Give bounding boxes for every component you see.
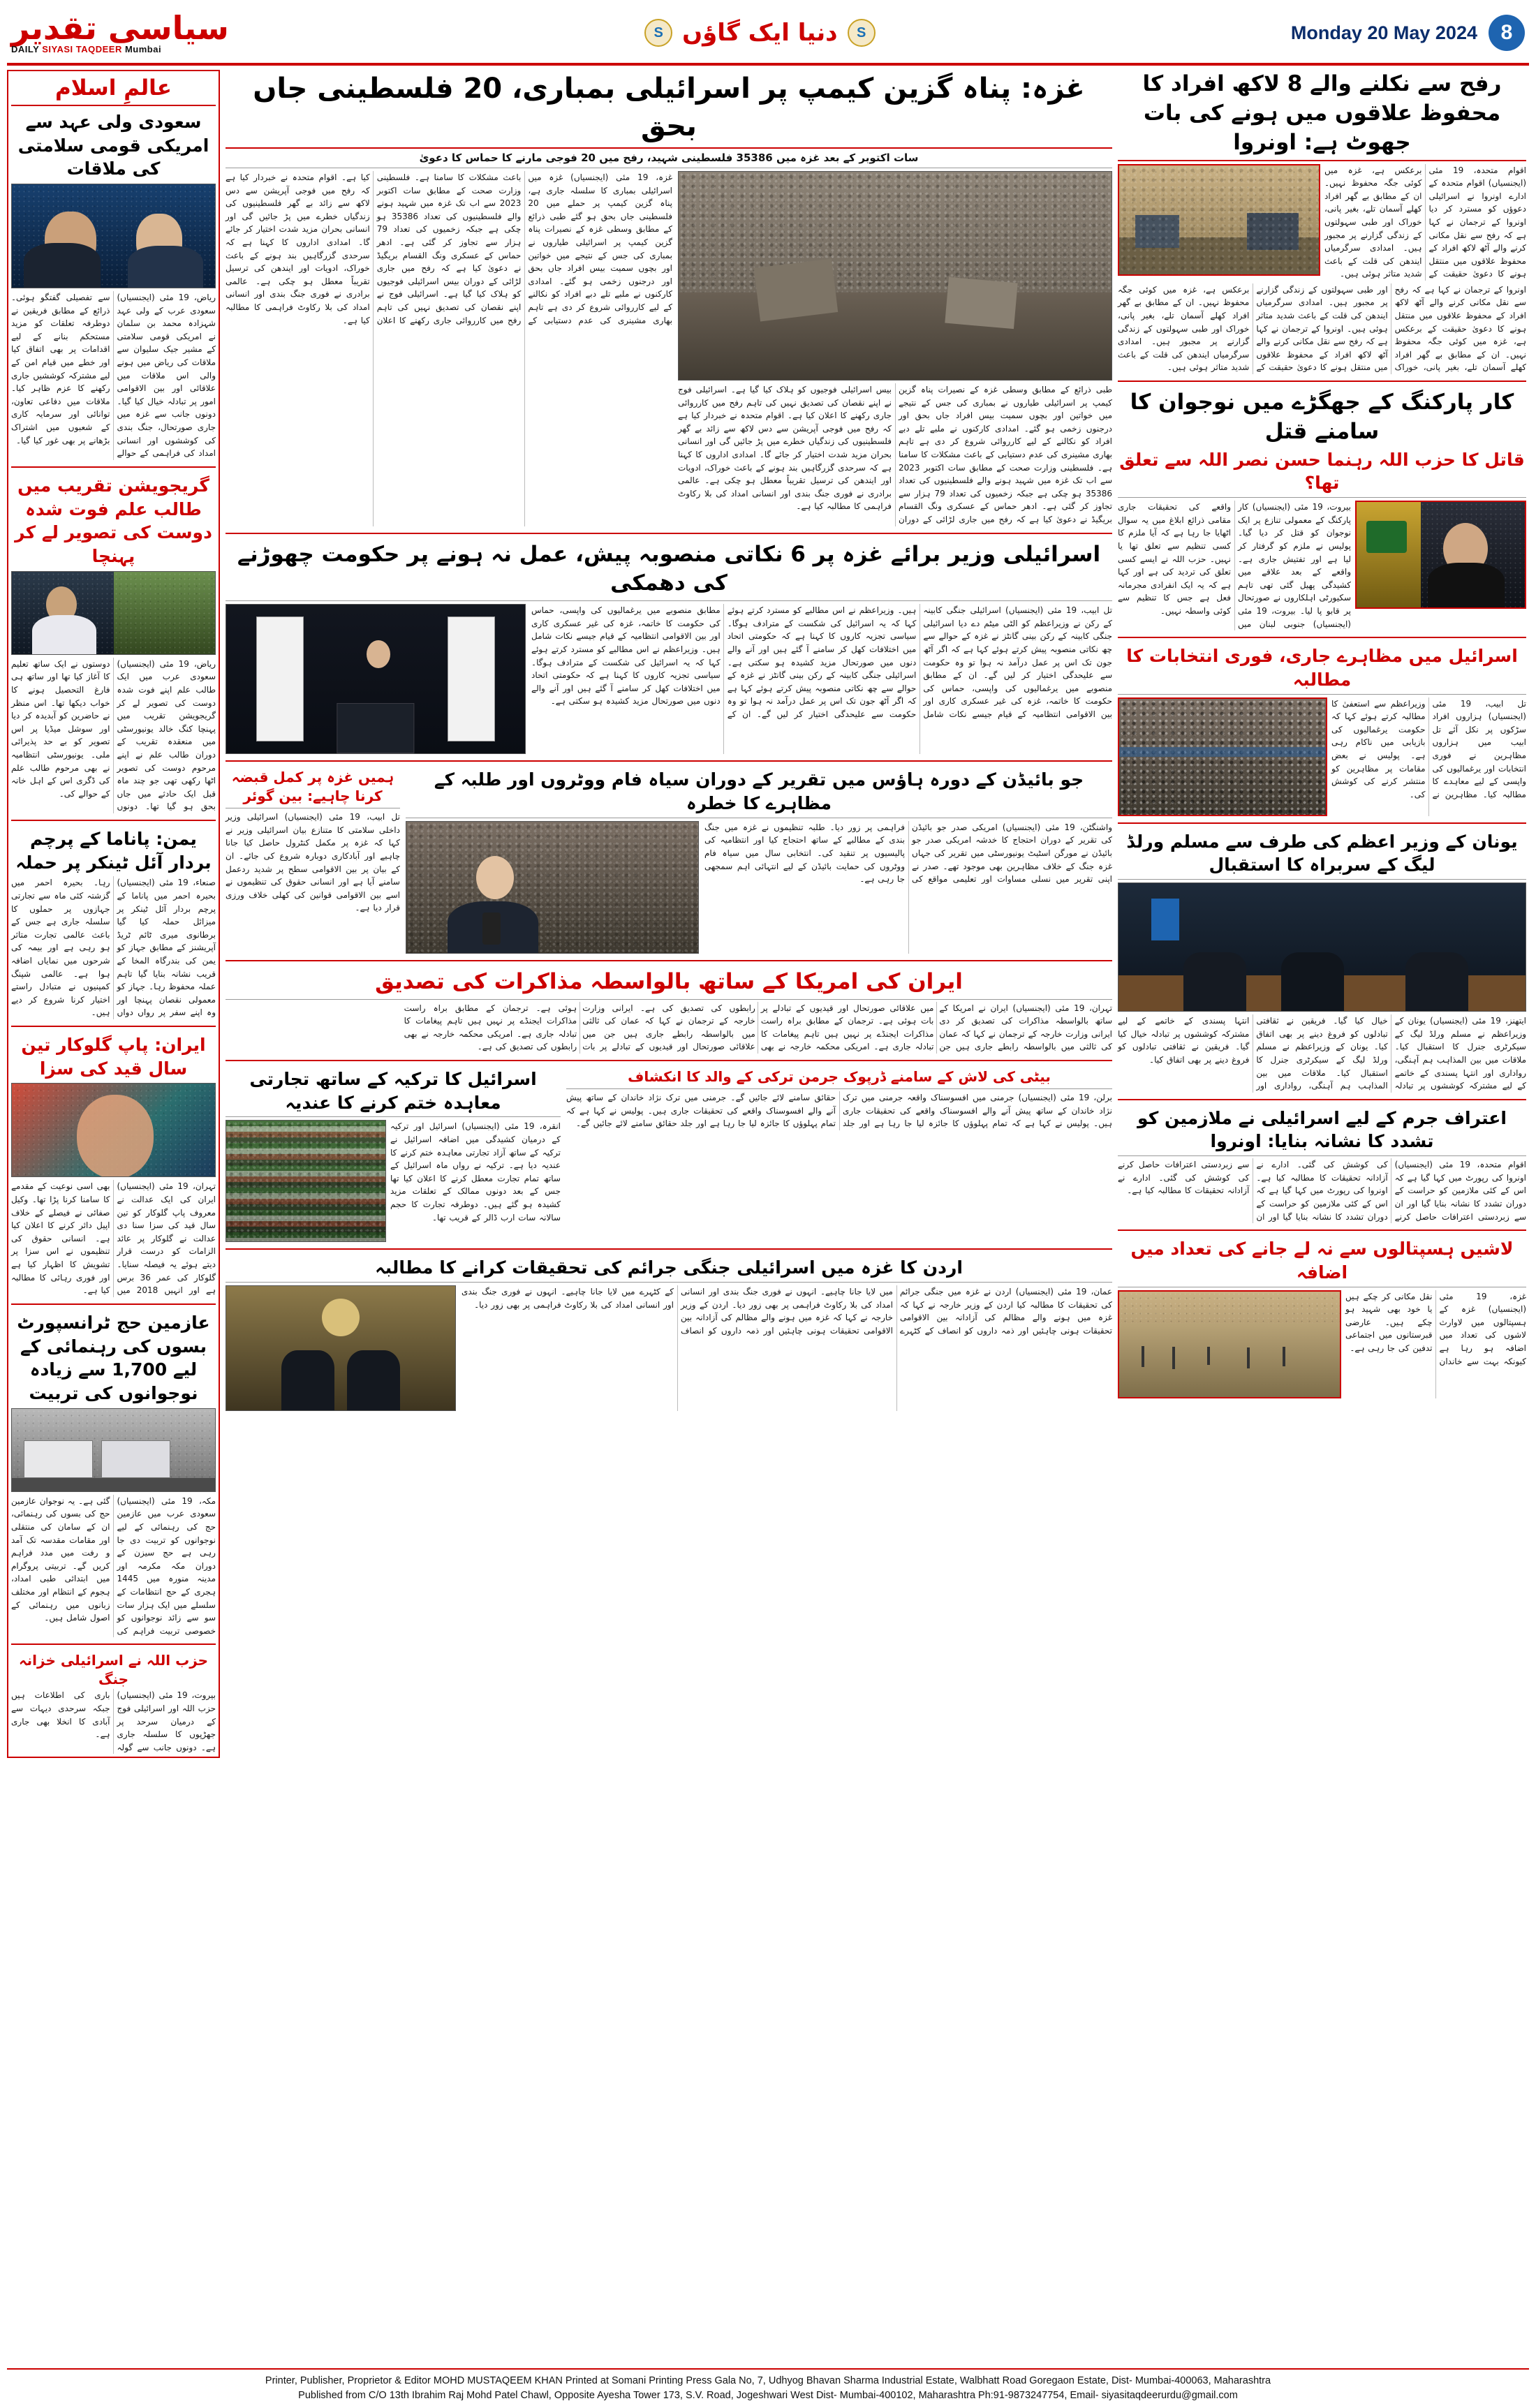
row-turkey-germany xyxy=(226,1068,1112,1243)
logo-latin-name: SIYASI TAQDEER xyxy=(42,43,122,54)
article-iran-singer xyxy=(11,1033,216,1297)
headline: کار پارکنگ کے جھگڑے میں نوجوان کا سامنے قتل xyxy=(1130,390,1514,444)
masthead-logo xyxy=(11,8,229,54)
main-column xyxy=(226,70,1112,1758)
right-column xyxy=(1118,70,1526,1758)
article-body: ایتھنز، 19 مئی (ایجنسیاں) یونان کے وزیراعظم نے مسلم ورلڈ لیگ کے سیکرٹری جنرل کا استقبال کیا۔ ملاقات میں بین المذاہب ہم آہنگی، رواداری اور انتہا پسندی کے خاتمے کے لیے مشترکہ کوششوں پر تبادلہ خیال کیا گیا۔ فریقین نے ثقافتی تبادلوں کو فروغ دینے پر بھی اتفاق کیا۔ یونان کے وزیراعظم نے مسلم ورلڈ لیگ کے سیکرٹری جنرل کا استقبال کیا۔ ملاقات میں بین المذاہب ہم آہنگی، رواداری اور انتہا پسندی کے خاتمے کے لیے مشترکہ کوششوں پر تبادلہ خیال کیا گیا۔ فریقین نے ثقافتی تبادلوں کو فروغ دینے پر بھی اتفاق کیا۔ xyxy=(1118,1016,1526,1091)
masthead-right xyxy=(1291,15,1525,51)
article-body: ریاض، 19 مئی (ایجنسیاں) سعودی عرب کے ولی عہد شہزادہ محمد بن سلمان نے امریکی قومی سلامتی کے مشیر جیک سلیوان سے ملاقات کی ریاض میں ہونے والی اس ملاقات میں علاقائی اور بین الاقوامی امور پر تبادلہ خیال کیا گیا۔ دونوں جانب سے غزہ میں جاری صورتحال، جنگ بندی کی کوششوں اور انسانی امداد کی فراہمی کے حوالے سے تفصیلی گفتگو ہوئی۔ ذرائع کے مطابق فریقین نے دوطرفہ تعلقات کو مزید مستحکم بنانے کے لیے اقدامات پر بھی اتفاق کیا اور خطے میں قیام امن کے لیے مشترکہ کوششیں جاری رکھنے کا عزم ظاہر کیا۔ ملاقات میں دفاعی تعاون، توانائی اور سرمایہ کاری کے شعبوں میں اشتراک بڑھانے پر بھی غور کیا گیا۔ xyxy=(11,293,216,459)
issue-date: Monday 20 May 2024 xyxy=(1290,22,1477,43)
article-body: غزہ، 19 مئی (ایجنسیاں) غزہ کے ہسپتالوں میں لاوارث لاشوں کی تعداد میں اضافہ ہو رہا ہے کیونکہ بہت سے خاندان نقل مکانی کر چکے ہیں یا خود بھی شہید ہو چکے ہیں۔ عارضی قبرستانوں میں اجتماعی تدفین کی جا رہی ہے۔ xyxy=(1345,1291,1526,1366)
article-hajj-transport xyxy=(11,1311,216,1638)
netanyahu-podium-photo xyxy=(226,604,526,754)
article-body: اقوام متحدہ، 19 مئی (ایجنسیاں) اونروا کی رپورٹ میں کہا گیا ہے کہ اس کے کئی ملازمین کو حراست کے دوران تشدد کا نشانہ بنایا گیا اور ان سے زبردستی اعترافات حاصل کرنے کی کوشش کی گئی۔ ادارے نے آزادانہ تحقیقات کا مطالبہ کیا ہے۔ اونروا کی رپورٹ میں کہا گیا ہے کہ اس کے کئی ملازمین کو حراست کے دوران تشدد کا نشانہ بنایا گیا اور ان سے زبردستی اعترافات حاصل کرنے کی کوشش کی گئی۔ ادارے نے آزادانہ تحقیقات کا مطالبہ کیا ہے۔ xyxy=(1118,1160,1526,1222)
article-unrwa-staff-torture xyxy=(1118,1107,1526,1223)
masthead xyxy=(7,6,1529,66)
article-body: اقوام متحدہ، 19 مئی (ایجنسیاں) اقوام متحدہ کے ادارے اونروا نے اسرائیلی دعوؤں کو مسترد کر دیا اونروا کے ترجمان نے کہا ہے کہ رفح سے نقل مکانی کرنے والے آٹھ لاکھ افراد کے محفوظ علاقوں میں منتقل ہونے کا دعویٰ حقیقت کے برعکس ہے، غزہ میں کوئی جگہ محفوظ نہیں۔ ان کے مطابق بے گھر افراد کھلے آسمان تلے، بغیر پانی، خوراک اور طبی سہولتوں کے زندگی گزارنے پر مجبور ہیں۔ امدادی سرگرمیاں ایندھن کی قلت کے باعث شدید متاثر ہوئی ہیں۔ xyxy=(1324,165,1526,279)
headline: جو بائیڈن کے دورہ ہاؤس میں تقریر کے دوران سیاہ فام ووٹروں اور طلبہ کے مظاہرے کا خطرہ xyxy=(434,769,1084,813)
headline: سعودی ولی عہد سے امریکی قومی سلامتی کی ملاقات xyxy=(17,111,209,179)
page-number-badge: 8 xyxy=(1489,15,1525,51)
article-jordan-investigation xyxy=(226,1256,1112,1411)
iranian-singer-portrait xyxy=(11,1083,216,1177)
headline: اسرائیل میں مظاہرے جاری، فوری انتخابات کا مطالبہ xyxy=(1126,646,1518,690)
graduation-ceremony-photo xyxy=(11,571,216,655)
article-biden-speech xyxy=(406,768,1112,954)
article-israel-protests xyxy=(1118,644,1526,816)
page-content xyxy=(7,70,1529,1758)
left-column xyxy=(7,70,220,1758)
article-yemen-tanker xyxy=(11,827,216,1019)
headline: حزب اللہ نے اسرائیلی خزانہ جنگ xyxy=(18,1652,209,1688)
footer-line-2: Published from C/O 13th Ibrahim Raj Mohd Patel Chawl, Opposite Ayesha Tower 173, S.V. Road, Jogeshwari West Dist- Mumbai-400102, Maharashtra Ph:91-9873247754, Email- siyasitaqdeerurdu@gmail.com xyxy=(298,2390,1238,2402)
lead-body-left: غزہ، 19 مئی (ایجنسیاں) غزہ میں اسرائیلی بمباری کا سلسلہ جاری ہے، پناہ گزین کیمپ پر حملے میں 20 فلسطینی جاں بحق ہو گئے طبی ذرائع کے مطابق وسطی غزہ کے نصیرات پناہ گزین کیمپ پر اسرائیلی طیاروں نے بمباری کی جس کے نتیجے میں خواتین اور بچوں سمیت بیس افراد جاں بحق اور درجنوں زخمی ہو گئے۔ امدادی کارکنوں نے ملبے تلے دبے افراد کو نکالنے کے لیے کارروائی شروع کر دی ہے تاہم بھاری مشینری کی عدم دستیابی کے باعث مشکلات کا سامنا ہے۔ فلسطینی وزارت صحت کے مطابق سات اکتوبر 2023 سے اب تک غزہ میں شہید ہونے والے فلسطینیوں کی تعداد 35386 ہو چکی ہے جبکہ زخمیوں کی تعداد 79 ہزار سے تجاوز کر گئی ہے۔ ادھر حماس کے عسکری ونگ القسام بریگیڈ نے دعویٰ کیا ہے کہ رفح میں جاری لڑائی کے دوران بیس اسرائیلی فوجیوں کو ہلاک کیا گیا ہے۔ اسرائیلی فوج نے اپنے نقصان کی تصدیق نہیں کی تاہم رفح میں کارروائی جاری رکھنے کا اعلان کیا ہے۔ اقوام متحدہ نے خبردار کیا ہے کہ رفح میں فوجی آپریشن سے دس لاکھ سے زائد بے گھر فلسطینیوں کی زندگیاں خطرے میں پڑ جائیں گی اور انسانی بحران مزید شدت اختیار کر جائے گا۔ امدادی اداروں کا کہنا ہے کہ سرحدی گزرگاہیں بند ہونے کے باعث خوراک، ادویات اور ایندھن کی ترسیل تقریباً معطل ہو چکی ہے۔ عالمی برادری نے فوری جنگ بندی اور انسانی امداد کی بلا رکاوٹ فراہمی کا مطالبہ کیا ہے۔ xyxy=(226,172,673,325)
hajj-buses-photo xyxy=(11,1408,216,1492)
hezbollah-leader-photo xyxy=(1355,501,1526,609)
article-unrwa-rafah xyxy=(1118,70,1526,374)
logo-latin-city: Mumbai xyxy=(124,43,162,54)
section-title-alam-e-islam: عالمِ اسلام xyxy=(11,74,216,106)
article-body: بیروت، 19 مئی (ایجنسیاں) حزب اللہ اور اسرائیلی فوج کے درمیان سرحد پر جھڑپوں کا سلسلہ جاری ہے۔ دونوں جانب سے گولہ باری کی اطلاعات ہیں جبکہ سرحدی دیہات سے آبادی کا انخلا بھی جاری ہے۔ xyxy=(11,1690,216,1752)
article-body: تل ابیب، 19 مئی (ایجنسیاں) اسرائیلی وزیر داخلی سلامتی کا متنازع بیان اسرائیلی وزیر نے کہا کہ غزہ پر مکمل کنٹرول حاصل کیا جانا چاہیے اور آبادکاری دوبارہ شروع کی جائے۔ ان کے بیان پر بین الاقوامی سطح پر شدید ردعمل سامنے آیا ہے اور انسانی حقوق کی تنظیموں نے اسے بین الاقوامی قوانین کی کھلی خلاف ورزی قرار دیا ہے۔ xyxy=(226,812,400,913)
sub-headline: قاتل کا حزب اللہ رہنما حسن نصر اللہ سے تعلق تھا؟ xyxy=(1119,449,1525,494)
seal-left-icon: S xyxy=(644,19,672,47)
article-hezbollah-border xyxy=(11,1651,216,1754)
jordan-press-conference-photo xyxy=(226,1285,456,1411)
article-parking-murder xyxy=(1118,388,1526,630)
seal-right-icon: S xyxy=(848,19,876,47)
article-body: تل ابیب، 19 مئی (ایجنسیاں) ہزاروں افراد سڑکوں پر نکل آئے تل ابیب میں ہزاروں مظاہرین نے فوری انتخابات اور یرغمالیوں کی واپسی کے لیے معاہدے کا مطالبہ کیا۔ مظاہرین نے وزیراعظم سے استعفیٰ کا مطالبہ کرتے ہوئے کہا کہ حکومت یرغمالیوں کی بازیابی میں ناکام رہی ہے۔ پولیس نے بعض مقامات پر مظاہرین کو منتشر کرنے کی کوشش کی۔ xyxy=(1331,698,1526,799)
headline: رفح سے نکلنے والے 8 لاکھ افراد کا محفوظ علاقوں میں ہونے کی بات جھوٹ ہے: اونروا xyxy=(1142,71,1502,155)
lead-subhead: سات اکتوبر کے بعد غزہ میں 35386 فلسطینی شہید، رفح میں 20 فوجی مارنے کا حماس کا دعویٰ xyxy=(419,152,919,164)
saudi-us-meeting-photo xyxy=(11,184,216,288)
article-turkey-trade xyxy=(226,1068,561,1243)
article-body: ریاض، 19 مئی (ایجنسیاں) سعودی عرب میں ایک طالب علم اپنے فوت شدہ دوست کی تصویر لے کر گریجویشن تقریب میں پہنچا کنگ خالد یونیورسٹی میں منعقدہ تقریب کے دوران طالب علم نے اپنے مرحوم دوست کی تصویر اٹھا رکھی تھی جو چند ماہ قبل ایک حادثے میں جاں بحق ہو گیا تھا۔ دونوں دوستوں نے ایک ساتھ تعلیم کا آغاز کیا تھا اور ساتھ ہی فارغ التحصیل ہونے کا خواب دیکھا تھا۔ اس منظر نے حاضرین کو آبدیدہ کر دیا اور سوشل میڈیا پر اس تصویر کو بے حد پذیرائی ملی۔ یونیورسٹی انتظامیہ نے بھی مرحوم طالب علم کی ڈگری اس کے اہل خانہ کے حوالے کی۔ xyxy=(11,658,216,812)
article-body-cont: اونروا کے ترجمان نے کہا ہے کہ رفح سے نقل مکانی کرنے والے آٹھ لاکھ افراد کے محفوظ علاقوں میں منتقل ہونے کا دعویٰ حقیقت کے برعکس ہے، غزہ میں کوئی جگہ محفوظ نہیں۔ ان کے مطابق بے گھر افراد کھلے آسمان تلے، بغیر پانی، خوراک اور طبی سہولتوں کے زندگی گزارنے پر مجبور ہیں۔ امدادی سرگرمیاں ایندھن کی قلت کے باعث شدید متاثر ہوئی ہیں۔ اونروا کے ترجمان نے کہا ہے کہ رفح سے نقل مکانی کرنے والے آٹھ لاکھ افراد کے محفوظ علاقوں میں منتقل ہونے کا دعویٰ حقیقت کے برعکس ہے، غزہ میں کوئی جگہ محفوظ نہیں۔ ان کے مطابق بے گھر افراد کھلے آسمان تلے، بغیر پانی، خوراک اور طبی سہولتوں کے زندگی گزارنے پر مجبور ہیں۔ امدادی سرگرمیاں ایندھن کی قلت کے باعث شدید متاثر ہوئی ہیں۔ xyxy=(1118,284,1526,373)
headline: ایران کی امریکا کے ساتھ بالواسطہ مذاکرات کی تصدیق xyxy=(375,968,963,994)
masthead-center xyxy=(644,19,875,47)
rafah-displacement-photo xyxy=(1118,164,1320,276)
article-gaza-full-control xyxy=(226,768,400,954)
headline: یونان کے وزیر اعظم کی طرف سے مسلم ورلڈ لیگ کے سربراہ کا استقبال xyxy=(1126,831,1518,876)
headline: یمن: پاناما کے پرچم بردار آئل ٹینکر پر حملہ xyxy=(15,828,212,873)
row-biden-gaza xyxy=(226,768,1112,954)
headline: لاشیں ہسپتالوں سے نہ لے جانے کی تعداد میں اضافہ xyxy=(1130,1239,1514,1283)
headline: اسرائیل کا ترکیہ کے ساتھ تجارتی معاہدہ ختم کرنے کا عندیہ xyxy=(249,1068,537,1113)
israel-protest-aerial-photo xyxy=(1118,697,1327,816)
headline-text: عازمین حج ٹرانسپورٹ بسوں کی رہنمائی کے لیے 1,700 سے زیادہ نوجوانوں کی تربیت xyxy=(17,1312,210,1404)
article-body: بیروت، 19 مئی (ایجنسیاں) کار پارکنگ کے معمولی تنازع پر ایک نوجوان کو قتل کر دیا گیا۔ پولیس نے ملزم کو گرفتار کر لیا ہے اور تفتیش جاری ہے۔ واقعے کے بعد علاقے میں کشیدگی پھیل گئی تھی تاہم سکیورٹی اہلکاروں نے صورتحال پر قابو پا لیا۔ بیروت، 19 مئی (ایجنسیاں) جنوبی لبنان میں واقعے کی تحقیقات جاری مقامی ذرائع ابلاغ میں یہ سوال اٹھایا جا رہا ہے کہ آیا ملزم کا کسی تنظیم سے تعلق تھا یا نہیں۔ حزب اللہ نے ایسے کسی تعلق کی تردید کی ہے اور کہا ہے کہ یہ ایک انفرادی مجرمانہ فعل ہے جس کا تنظیم سے کوئی واسطہ نہیں۔ xyxy=(1118,502,1351,629)
article-body: مکہ، 19 مئی (ایجنسیاں) سعودی عرب میں عازمین حج کی رہنمائی کے لیے نوجوانوں کو تربیت دی جا رہی ہے حج سیزن کے دوران مکہ مکرمہ اور مدینہ منورہ میں 1445 ہجری کے حج انتظامات کے سلسلے میں ایک ہزار سات سو سے زائد نوجوانوں کو خصوصی تربیت فراہم کی گئی ہے۔ یہ نوجوان عازمین حج کی بسوں کی رہنمائی، ان کے سامان کی منتقلی اور مقامات مقدسہ تک آمد و رفت میں مدد فراہم کریں گے۔ تربیتی پروگرام میں ابتدائی طبی امداد، ہجوم کے انتظام اور مختلف زبانوں میں رہنمائی کے اصول شامل ہیں۔ xyxy=(11,1495,216,1636)
article-unclaimed-bodies xyxy=(1118,1237,1526,1398)
article-body: تہران، 19 مئی (ایجنسیاں) ایران نے امریکا کے ساتھ بالواسطہ مذاکرات کی تصدیق کر دی ایرانی وزارت خارجہ کے ترجمان نے کہا کہ عمان کی ثالثی میں بالواسطہ رابطے جاری ہیں جن میں علاقائی صورتحال اور قیدیوں کے تبادلے پر بات ہوئی ہے۔ ترجمان کے مطابق براہ راست مذاکرات ایجنڈے پر نہیں ہیں تاہم پیغامات کا تبادلہ جاری ہے۔ امریکی محکمہ خارجہ نے بھی رابطوں کی تصدیق کی ہے۔ ایرانی وزارت خارجہ کے ترجمان نے کہا کہ عمان کی ثالثی میں بالواسطہ رابطے جاری ہیں جن میں علاقائی صورتحال اور قیدیوں کے تبادلے پر بات ہوئی ہے۔ ترجمان کے مطابق براہ راست مذاکرات ایجنڈے پر نہیں ہیں تاہم پیغامات کا تبادلہ جاری ہے۔ امریکی محکمہ خارجہ نے بھی رابطوں کی تصدیق کی ہے۔ xyxy=(404,1003,1112,1052)
lead-body-right: طبی ذرائع کے مطابق وسطی غزہ کے نصیرات پناہ گزین کیمپ پر اسرائیلی طیاروں نے بمباری کی جس کے نتیجے میں خواتین اور بچوں سمیت بیس افراد جاں بحق اور درجنوں زخمی ہو گئے۔ امدادی کارکنوں نے ملبے تلے دبے افراد کو نکالنے کے لیے کارروائی شروع کر دی ہے تاہم بھاری مشینری کی عدم دستیابی کے باعث مشکلات کا سامنا ہے۔ فلسطینی وزارت صحت کے مطابق سات اکتوبر 2023 سے اب تک غزہ میں شہید ہونے والے فلسطینیوں کی تعداد 35386 ہو چکی ہے جبکہ زخمیوں کی تعداد 79 ہزار سے تجاوز کر گئی ہے۔ ادھر حماس کے عسکری ونگ القسام بریگیڈ نے دعویٰ کیا ہے کہ رفح میں جاری لڑائی کے دوران بیس اسرائیلی فوجیوں کو ہلاک کیا گیا ہے۔ اسرائیلی فوج نے اپنے نقصان کی تصدیق نہیں کی تاہم رفح میں کارروائی جاری رکھنے کا اعلان کیا ہے۔ اقوام متحدہ نے خبردار کیا ہے کہ رفح میں فوجی آپریشن سے دس لاکھ سے زائد بے گھر فلسطینیوں کی زندگیاں خطرے میں پڑ جائیں گی اور انسانی بحران مزید شدت اختیار کر جائے گا۔ امدادی اداروں کا کہنا ہے کہ سرحدی گزرگاہیں بند ہونے کے باعث خوراک، ادویات اور ایندھن کی ترسیل تقریباً معطل ہو چکی ہے۔ عالمی برادری نے فوری جنگ بندی اور انسانی امداد کی بلا رکاوٹ فراہمی کا مطالبہ کیا ہے۔ xyxy=(678,385,1113,524)
headline: بیٹی کی لاش کے سامنے ڈرپوک جرمن ترکی کے والد کا انکشاف xyxy=(628,1068,1051,1085)
article-body: عمان، 19 مئی (ایجنسیاں) اردن نے غزہ میں جنگی جرائم کی تحقیقات کا مطالبہ کیا اردن کے وزیر خارجہ نے کہا کہ غزہ میں ہونے والے مظالم کی آزادانہ بین الاقوامی تحقیقات ہونی چاہئیں اور ذمہ داروں کو انصاف کے کٹہرے میں لایا جانا چاہیے۔ انہوں نے فوری جنگ بندی اور انسانی امداد کی بلا رکاوٹ فراہمی پر بھی زور دیا۔ اردن کے وزیر خارجہ نے کہا کہ غزہ میں ہونے والے مظالم کی آزادانہ بین الاقوامی تحقیقات ہونی چاہئیں اور ذمہ داروں کو انصاف کے کٹہرے میں لایا جانا چاہیے۔ انہوں نے فوری جنگ بندی اور انسانی امداد کی بلا رکاوٹ فراہمی پر بھی زور دیا۔ xyxy=(461,1287,1112,1336)
article-body: واشنگٹن، 19 مئی (ایجنسیاں) امریکی صدر جو بائیڈن کی تقریر کے دوران احتجاج کا خدشہ امریکی صدر جو بائیڈن نے مورگن اسٹیٹ یونیورسٹی میں تقریر کی جہاں غزہ جنگ کے خلاف مظاہرین بھی موجود تھے۔ صدر نے اپنی تقریر میں نسلی مساوات اور تعلیمی مواقع کی فراہمی پر زور دیا۔ طلبہ تنظیموں نے غزہ میں جنگ بندی کے مطالبے کے ساتھ احتجاج کیا اور انتظامیہ کی پالیسیوں پر تنقید کی۔ انتخابی سال میں سیاہ فام ووٹروں کی حمایت بائیڈن کے لیے انتہائی اہم سمجھی جا رہی ہے۔ xyxy=(704,822,1112,885)
logo-urdu-title: سیاسی تقدیر xyxy=(11,8,229,47)
footer-imprint xyxy=(7,2368,1529,2405)
article-german-turkish-father xyxy=(566,1068,1112,1243)
headline: اردن کا غزہ میں اسرائیلی جنگی جرائم کی تحقیقات کرانے کا مطالبہ xyxy=(375,1257,963,1278)
gaza-rubble-rescue-photo xyxy=(678,171,1112,381)
headline xyxy=(11,1311,216,1405)
article-body: تہران، 19 مئی (ایجنسیاں) ایران کی ایک عدالت نے معروف پاپ گلوکار کو تین سال قید کی سزا سنا دی عدالت نے گلوکار پر عائد الزامات کو درست قرار دیتے ہوئے یہ فیصلہ سنایا۔ گلوکار کی عمر 36 برس ہے اور انہیں 2018 میں بھی اسی نوعیت کے مقدمے کا سامنا کرنا پڑا تھا۔ وکیل صفائی نے فیصلے کے خلاف اپیل دائر کرنے کا اعلان کیا ہے۔ انسانی حقوق کی تنظیموں نے اس سزا پر تشویش کا اظہار کیا ہے اور فوری رہائی کا مطالبہ کیا ہے۔ xyxy=(11,1181,216,1296)
article-israel-six-point-plan xyxy=(226,540,1112,755)
headline: ہمیں غزہ پر کمل قبضہ کرنا چاہیے: بین گوئر xyxy=(231,769,394,805)
logo-latin-daily: DAILY xyxy=(11,43,40,54)
lead-headline: غزہ: پناہ گزین کیمپ پر اسرائیلی بمباری، 20 فلسطینی جاں بحق xyxy=(253,73,1085,142)
graveyard-photo xyxy=(1118,1290,1341,1398)
article-graduation xyxy=(11,474,216,813)
biden-speech-photo xyxy=(406,821,699,954)
article-body: انقرہ، 19 مئی (ایجنسیاں) اسرائیل اور ترکیہ کے درمیان کشیدگی میں اضافہ اسرائیل نے ترکیہ کے ساتھ آزاد تجارتی معاہدہ ختم کرنے کا عندیہ دیا ہے۔ ترکیہ نے رواں ماہ اسرائیل کے ساتھ تمام تجارت معطل کرنے کا اعلان کیا تھا جس کے بعد دونوں ممالک کے تعلقات مزید کشیدہ ہو گئے ہیں۔ دوطرفہ تجارت کا حجم سالانہ سات ارب ڈالر کے قریب تھا۔ xyxy=(390,1121,561,1223)
masthead-tagline: دنیا ایک گاؤں xyxy=(682,19,838,47)
greece-pm-meeting-photo xyxy=(1118,882,1526,1012)
article-saudi-us xyxy=(11,110,216,460)
footer-line-1: Printer, Publisher, Proprietor & Editor MOHD MUSTAQEEM KHAN Printed at Somani Printing Press Gala No, 7, Udhyog Bhavan Sharma Industrial Estate, Walbhatt Road Goregaon Estate, Dist- Mumbai-400063, Maharashtra xyxy=(265,2374,1271,2386)
article-body: تل ابیب، 19 مئی (ایجنسیاں) اسرائیلی جنگی کابینہ کے رکن نے وزیراعظم کو الٹی میٹم دے دیا اسرائیلی جنگی کابینہ کے رکن بینی گانٹز نے غزہ کے حوالے سے چھ نکاتی منصوبہ پیش کرتے ہوئے کہا ہے کہ اگر آٹھ جون تک اس پر عمل درآمد نہ ہوا تو وہ حکومت سے علیحدگی اختیار کر لیں گے۔ ان کے مطابق منصوبے میں یرغمالیوں کی واپسی، حماس کی حکومت کا خاتمہ، غزہ کی غیر عسکری کاری اور بین الاقوامی انتظامیہ کے قیام جیسے نکات شامل ہیں۔ وزیراعظم نے اس مطالبے کو مسترد کرتے ہوئے کہا کہ یہ اسرائیل کی شکست کے مترادف ہوگا۔ سیاسی تجزیہ کاروں کا کہنا ہے کہ حکومتی اتحاد میں اختلافات کھل کر سامنے آ گئے ہیں اور آنے والے دنوں میں صورتحال مزید کشیدہ ہو سکتی ہے۔ اسرائیلی جنگی کابینہ کے رکن بینی گانٹز نے غزہ کے حوالے سے چھ نکاتی منصوبہ پیش کرتے ہوئے کہا ہے کہ اگر آٹھ جون تک اس پر عمل درآمد نہ ہوا تو وہ حکومت سے علیحدگی اختیار کر لیں گے۔ ان کے مطابق منصوبے میں یرغمالیوں کی واپسی، حماس کی حکومت کا خاتمہ، غزہ کی غیر عسکری کاری اور بین الاقوامی انتظامیہ کے قیام جیسے نکات شامل ہیں۔ وزیراعظم نے اس مطالبے کو مسترد کرتے ہوئے کہا کہ یہ اسرائیل کی شکست کے مترادف ہوگا۔ سیاسی تجزیہ کاروں کا کہنا ہے کہ حکومتی اتحاد میں اختلافات کھل کر سامنے آ گئے ہیں اور آنے والے دنوں میں صورتحال مزید کشیدہ ہو سکتی ہے۔ xyxy=(531,605,1112,719)
article-gaza-lead xyxy=(226,70,1112,526)
headline: اعتراف جرم کے لیے اسرائیلی نے ملازمین کو تشدد کا نشانہ بنایا: اونروا xyxy=(1137,1107,1507,1152)
headline: ایران: پاپ گلوکار تین سال قید کی سزا xyxy=(21,1034,206,1079)
article-body: برلن، 19 مئی (ایجنسیاں) جرمنی میں افسوسناک واقعہ جرمنی میں ترک نژاد خاندان کے ساتھ پیش آنے والے افسوسناک واقعے کی تحقیقات جاری ہیں۔ پولیس نے کہا ہے کہ تمام پہلوؤں کا جائزہ لیا جا رہا ہے اور جلد حقائق سامنے لائے جائیں گے۔ جرمنی میں ترک نژاد خاندان کے ساتھ پیش آنے والے افسوسناک واقعے کی تحقیقات جاری ہیں۔ پولیس نے کہا ہے کہ تمام پہلوؤں کا جائزہ لیا جا رہا ہے اور جلد حقائق سامنے لائے جائیں گے۔ xyxy=(566,1092,1112,1129)
article-iran-us-talks xyxy=(226,968,1112,1054)
article-greece-muslim-world-league xyxy=(1118,830,1526,1093)
headline: اسرائیلی وزیر برائے غزہ پر 6 نکاتی منصوبہ پیش، عمل نہ ہونے پر حکومت چھوڑنے کی دھمکی xyxy=(237,541,1101,596)
turkey-protest-photo xyxy=(226,1120,386,1242)
article-body: صنعاء، 19 مئی (ایجنسیاں) بحیرہ احمر میں پاناما کے پرچم بردار آئل ٹینکر پر میزائل حملہ کیا گیا برطانوی میری ٹائم ٹریڈ آپریشنز کے مطابق جہاز کو یمن کی بندرگاہ المخا کے قریب نشانہ بنایا گیا تاہم عملہ محفوظ رہا۔ جہاز کو معمولی نقصان پہنچا اور وہ اپنے سفر پر رواں دواں رہا۔ بحیرہ احمر میں گزشتہ کئی ماہ سے تجارتی جہازوں پر حملوں کا سلسلہ جاری ہے جس کے باعث عالمی تجارت متاثر ہو رہی ہے اور بیمہ کی شرحوں میں نمایاں اضافہ ہوا ہے۔ عالمی شپنگ کمپنیوں نے متبادل راستے اختیار کرنا شروع کر دیے ہیں۔ xyxy=(11,878,216,1018)
headline: گریجویشن تقریب میں طالب علم فوت شدہ دوست کی تصویر لے کر پہنچا xyxy=(15,475,212,567)
